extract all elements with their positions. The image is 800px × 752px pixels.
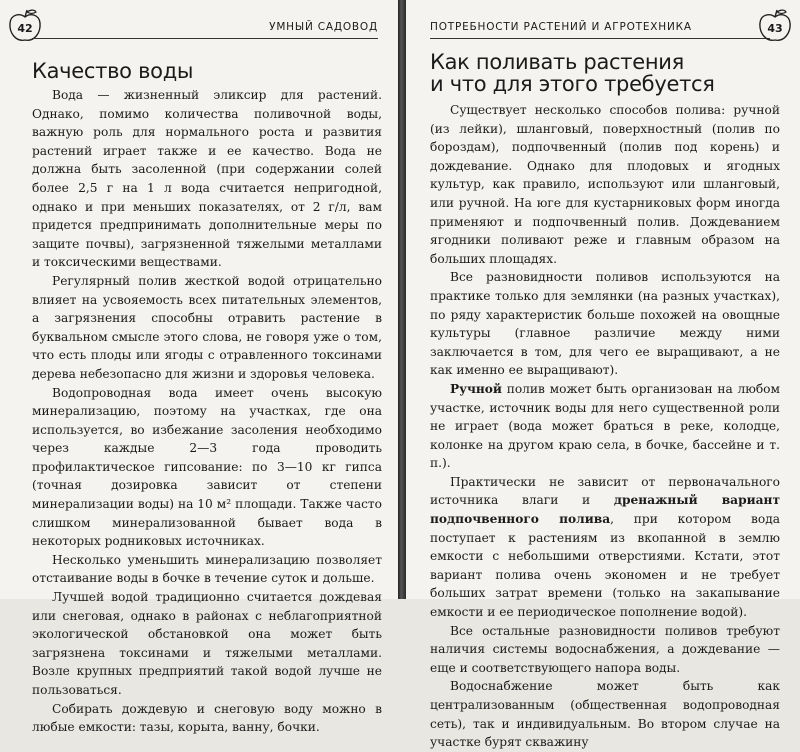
paragraph: Несколько уменьшить минерализацию позволяет отстаивание воды в бочке в течение суток и дольше. — [32, 552, 382, 586]
page-number: 43 — [767, 22, 783, 35]
paragraph: Все остальные разновидности поливов требуют наличия системы водоснабжения, а дождевание — еще и соответствующего напора воды. — [430, 623, 780, 675]
paragraph: Вода — жизненный эликсир для растений. Однако, помимо количества поливочной воды, важную роль для нормального роста и развития растений играет также и ее качество. Вода не должна быть засоленной (при содержании солей более 2,5 г на 1 л вода считается непригодной, однако и при меньших показателях, от 2 г/л, вам придется предпринимать дополнительные меры по защите почвы), загрязненной тяжелыми металлами и токсическими веществами. — [32, 88, 382, 270]
book-gutter — [398, 0, 406, 599]
running-head-title: УМНЫЙ САДОВОД — [269, 21, 378, 33]
paragraph-text: , при котором вода поступает к растениям из вкопанной в землю емкости с небольшими отверстиями. Кстати, этот вариант полива очень экономен и не требует больших затрат времени (только на закапывание емкости и ее периодическое пополнение водой). — [430, 512, 780, 620]
bold-term: дренажный вариант подпочвенного полива — [430, 493, 780, 527]
right-page — [406, 0, 800, 750]
paragraph: Все разновидности поливов используются на практике только для землянки (на разных участках), по ряду характеристик больше похожей на овощные культуры (главное различие между ними заключается в том, для чего ее выращивают, а не как именно ее выращивают). — [430, 270, 780, 378]
body-text — [32, 86, 382, 737]
running-head-title: ПОТРЕБНОСТИ РАСТЕНИЙ И АГРОТЕХНИКА — [430, 21, 692, 33]
section-heading: Качество воды — [32, 59, 194, 83]
bold-term: Ручной — [450, 381, 502, 396]
apple-icon — [756, 8, 794, 44]
body-text — [430, 101, 780, 752]
left-page — [0, 0, 398, 735]
paragraph — [430, 473, 780, 622]
paragraph: Лучшей водой традиционно считается дождевая или снеговая, однако в районах с неблагоприятной экологической обстановкой она может быть загрязнена токсинами и тяжелыми металлами. Возле крупных предприятий такой водой лучше не пользоваться. — [32, 590, 382, 697]
running-head — [32, 16, 378, 39]
page-number: 42 — [17, 22, 33, 35]
paragraph — [430, 380, 780, 473]
paragraph: Водопроводная вода имеет очень высокую минерализацию, поэтому на участках, где она используется, во избежание засоления необходимо через каждые 2—3 года проводить профилактическое гипсование: по 3—10 кг гипса (точная дозировка зависит от степени минерализации воды) на 10 м² площади. Также часто слишком минерализованной бывает вода в некоторых родниковых источниках. — [32, 385, 382, 549]
heading-line: и что для этого требуется — [430, 72, 715, 96]
running-head — [430, 16, 770, 39]
paragraph: Водоснабжение может быть как централизованным (общественная водопроводная сеть), так и индивидуальным. Во втором случае на участке бурят скважину — [430, 679, 780, 750]
paragraph: Регулярный полив жесткой водой отрицательно влияет на усвояемость всех питательных элементов, а загрязнения способны отравить растение в буквальном смысле этого слова, не говоря уже о том, что есть плоды или ягоды с отравленного токсинами дерева небезопасно для жизни и здоровья человека. — [32, 273, 382, 381]
paragraph: Существует несколько способов полива: ручной (из лейки), шланговый, поверхностный (полив по бороздам), подпочвенный (полив под корень) и дождевание. Однако для плодовых и ягодных культур, как правило, используют или шланговый, или ручной. На юге для кустарниковых форм иногда применяют и подпочвенный полив. Дождеванием ягодники поливают реже и главным образом на больших площадях. — [430, 103, 780, 266]
section-heading — [430, 51, 715, 95]
heading-line: Как поливать растения — [430, 50, 684, 74]
paragraph-text: полив может быть организован на любом участке, источник воды для него существенной роли не играет (вода может браться в реке, колодце, колонке на другом краю села, в бочке, бассейне и т. п.). — [430, 381, 780, 471]
paragraph-text: Практически не зависит от первоначального источника влаги и — [430, 474, 780, 508]
paragraph: Собирать дождевую и снеговую воду можно в любые емкости: тазы, корыта, ванну, бочки. — [32, 701, 382, 735]
